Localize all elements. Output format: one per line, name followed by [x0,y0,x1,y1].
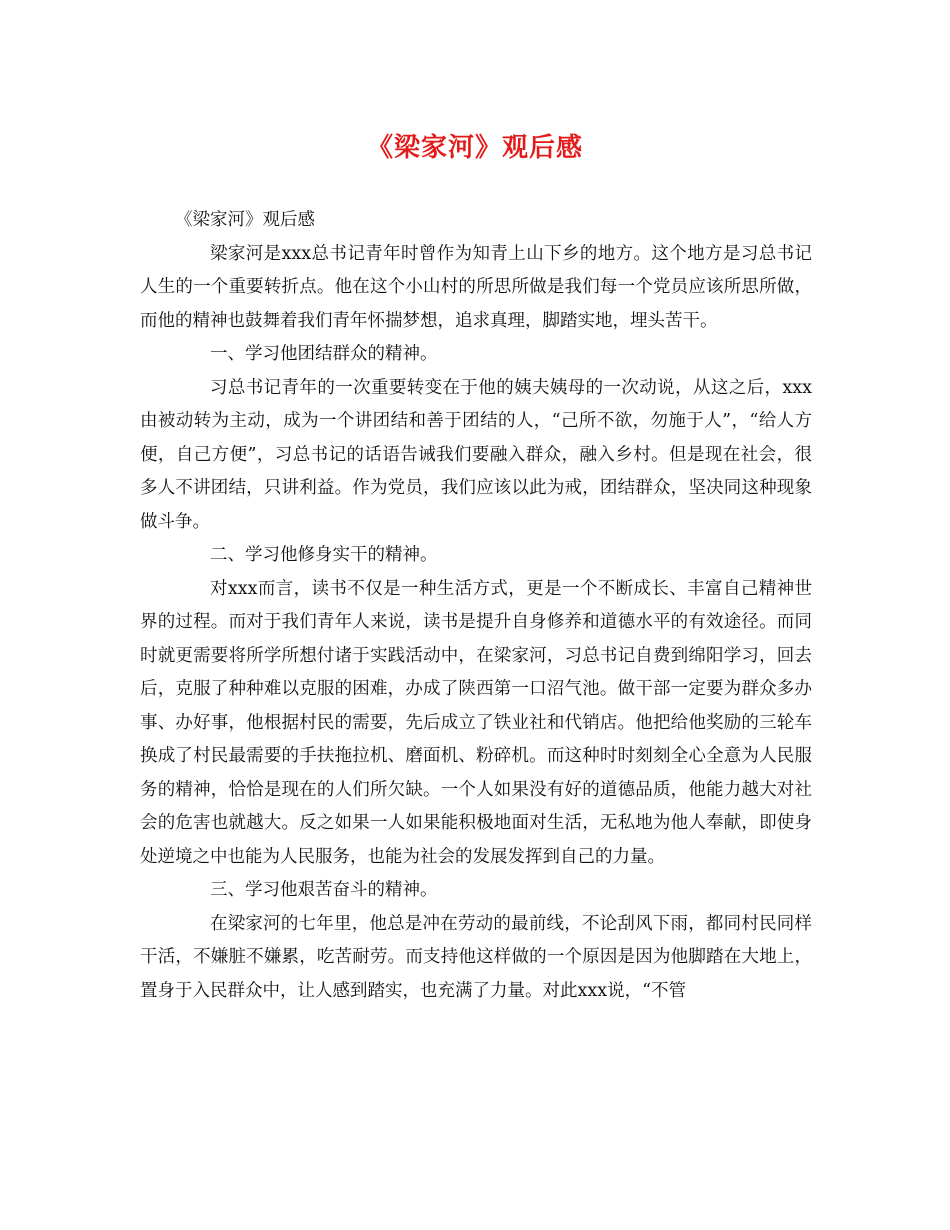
section-heading-3: 三、学习他艰苦奋斗的精神。 [210,880,438,900]
section-paragraph-2: 对xxx而言，读书不仅是一种生活方式，更是一个不断成长、丰富自己精神世界的过程。而对于我们青年人来说，读书是提升自身修养和道德水平的有效途径。而同时就更需要将所学所想付诸于实践活动中，在梁家河，习总书记自费到绵阳学习，回去后，克服了种种难以克服的困难，办成了陕西第一口沼气池。做干部一定要为群众多办事、办好事，他根据村民的需要，先后成立了铁业社和代销店。他把给他奖励的三轮车换成了村民最需要的手扶拖拉机、磨面机、粉碎机。而这种时时刻刻全心全意为人民服务的精神，恰恰是现在的人们所欠缺。一个人如果没有好的道德品质，他能力越大对社会的危害也就越大。反之如果一人如果能积极地面对生活，无私地为他人奉献，即使身处逆境之中也能为人民服务，也能为社会的发展发挥到自己的力量。 [140,578,812,867]
section-paragraph-1: 习总书记青年的一次重要转变在于他的姨夫姨母的一次动说，从这之后，xxx由被动转为主动，成为一个讲团结和善于团结的人，“己所不欲，勿施于人”，“给人方便，自己方便”，习总书记的话语告诫我们要融入群众，融入乡村。但是现在社会，很多人不讲团结，只讲利益。作为党员，我们应该以此为戒，团结群众，坚决同这种现象做斗争。 [140,377,812,532]
section-paragraph-3: 在梁家河的七年里，他总是冲在劳动的最前线，不论刮风下雨，都同村民同样干活，不嫌脏不嫌累，吃苦耐劳。而支持他这样做的一个原因是因为他脚踏在大地上，置身于入民群众中，让人感到踏实，也充满了力量。对此xxx说，“不管 [140,913,812,1001]
section-heading-1: 一、学习他团结群众的精神。 [210,344,438,364]
document-subtitle: 《梁家河》观后感 [175,210,315,230]
intro-paragraph: 梁家河是xxx总书记青年时曾作为知青上山下乡的地方。这个地方是习总书记人生的一个重要转折点。他在这个小山村的所思所做是我们每一个党员应该所思所做，而他的精神也鼓舞着我们青年怀揣梦想，追求真理，脚踏实地，埋头苦干。 [140,243,812,331]
section-heading-2: 二、学习他修身实干的精神。 [210,545,438,565]
document-title: 《梁家河》观后感 [366,133,583,163]
document-body [140,204,812,1008]
